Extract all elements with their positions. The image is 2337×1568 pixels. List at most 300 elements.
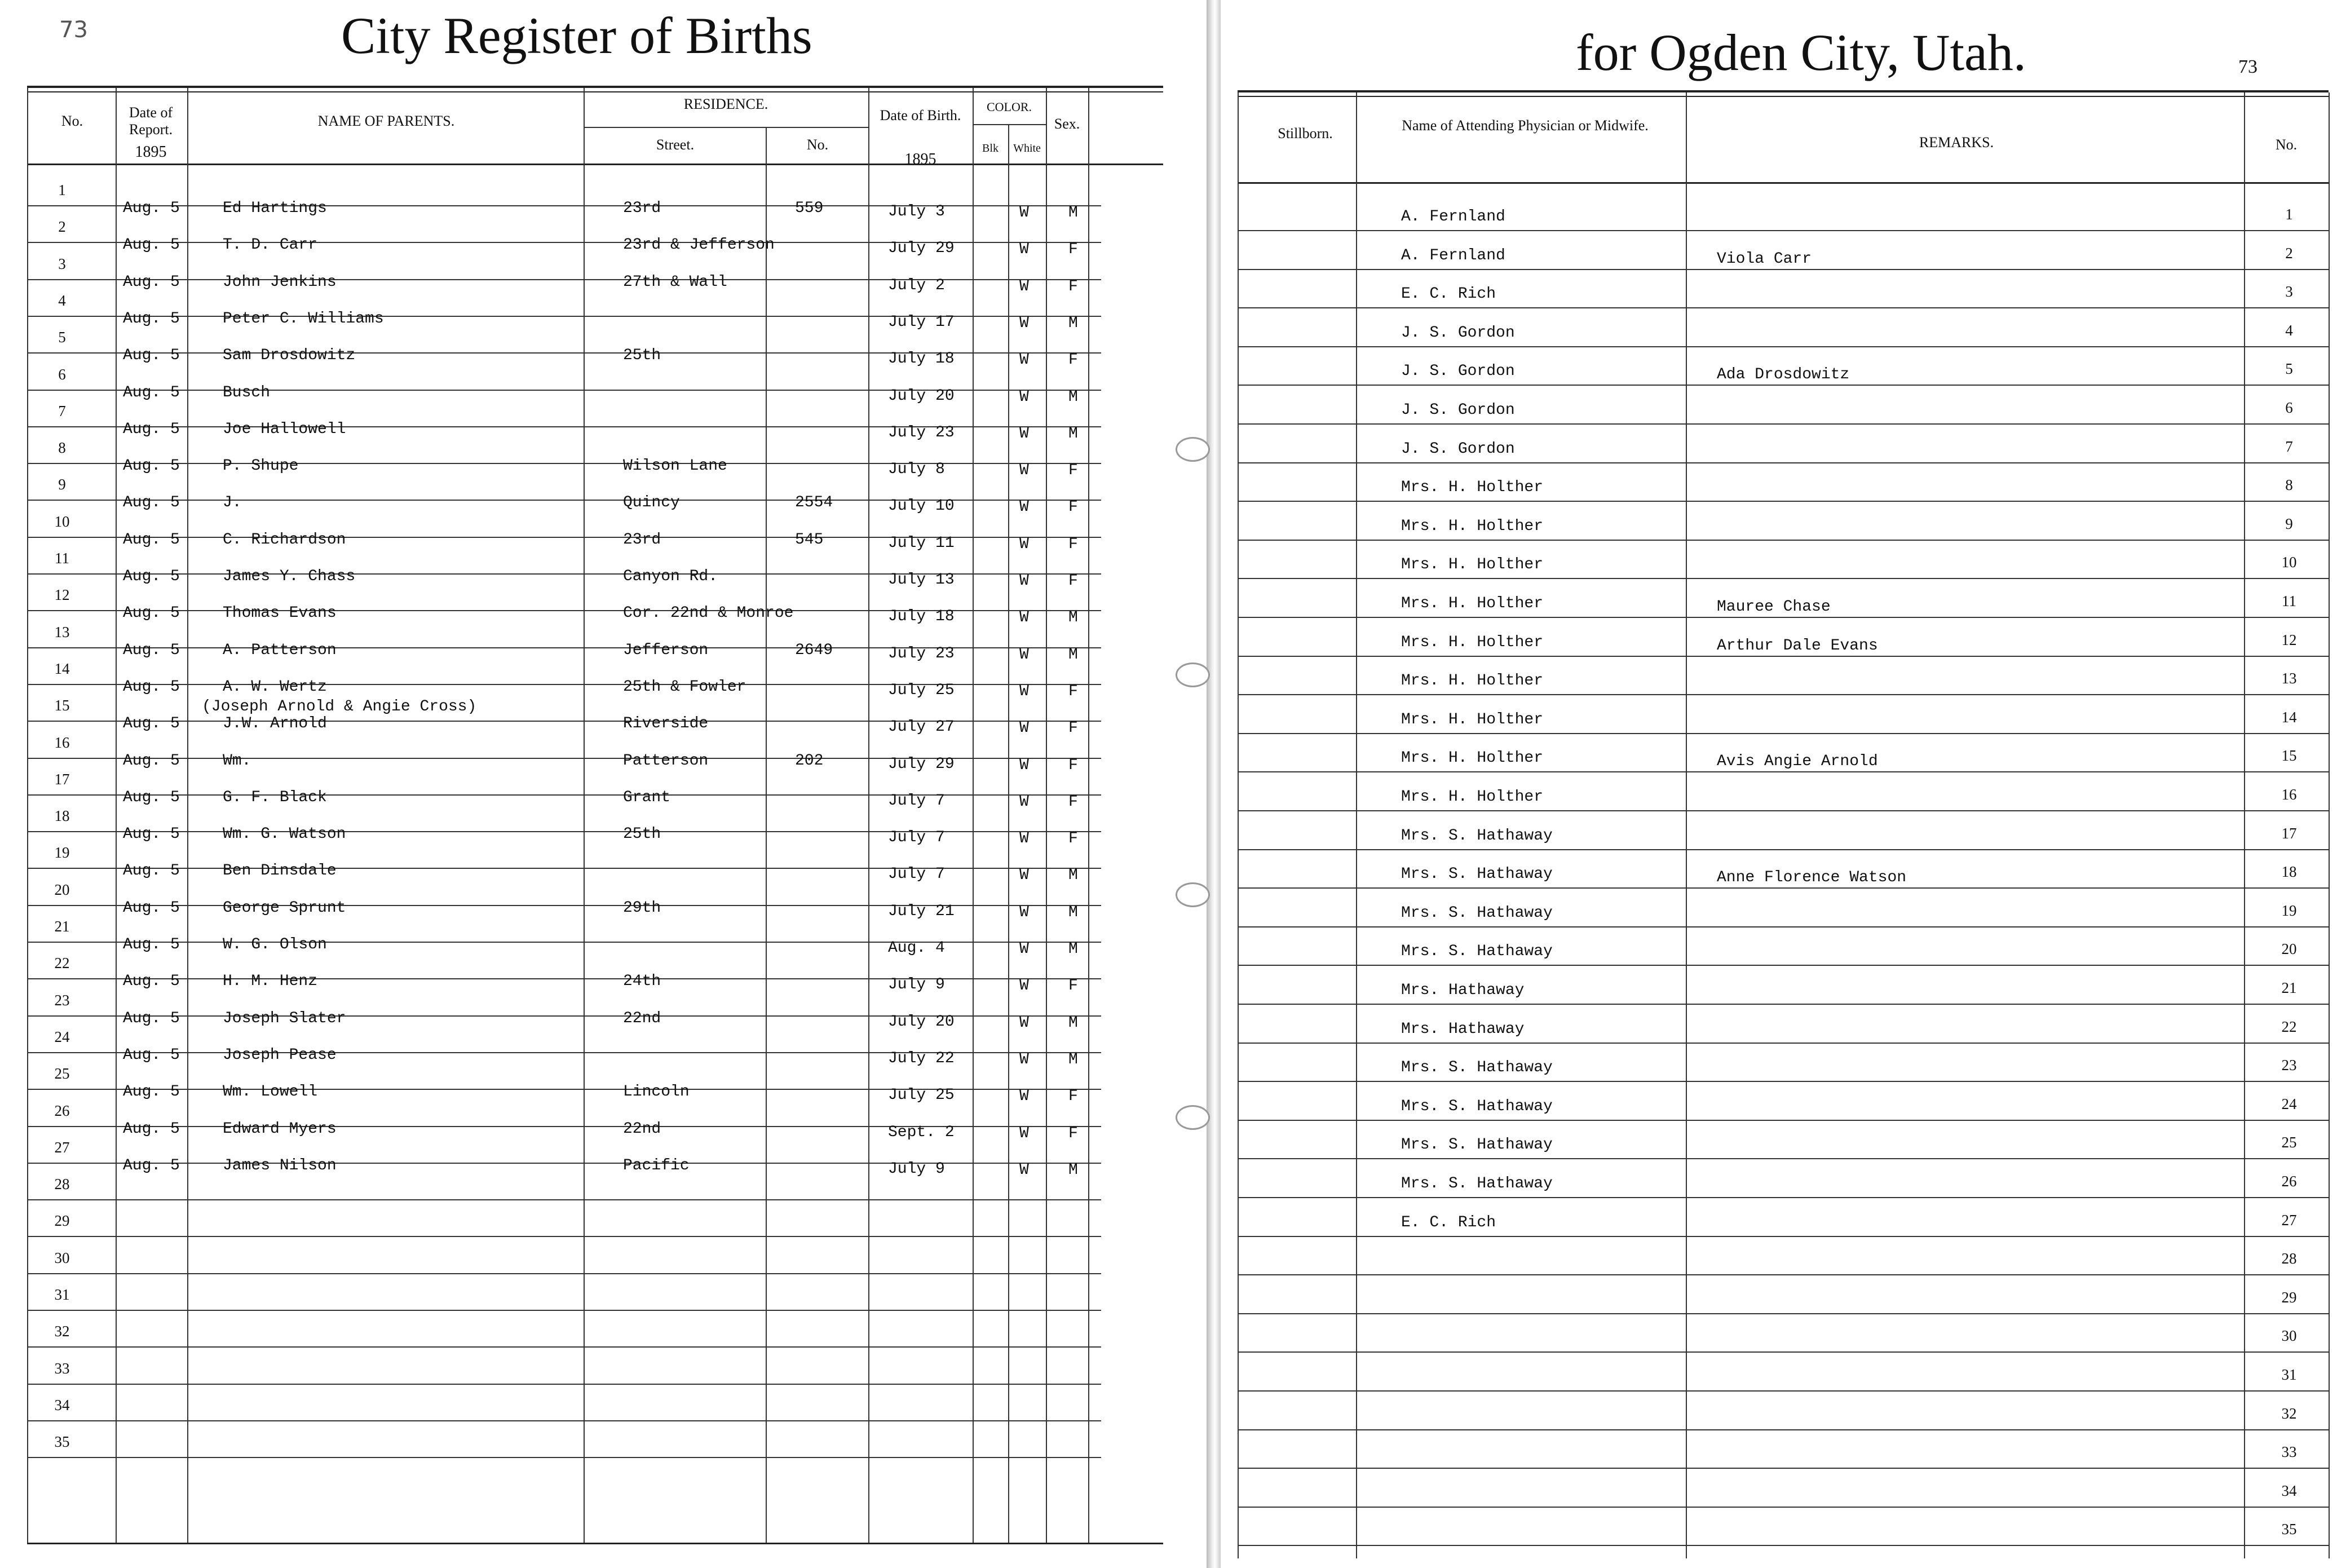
row-number: 8: [2285, 476, 2293, 493]
color-white: W: [1019, 646, 1029, 664]
col-line-no: [116, 88, 117, 1543]
physician-name: Mrs. S. Hathaway: [1401, 1136, 1553, 1154]
row-rule: [1238, 346, 2329, 347]
col-header-remarks: REMARKS.: [1919, 134, 1994, 151]
physician-name: J. S. Gordon: [1401, 401, 1515, 419]
row-number: 1: [2285, 206, 2293, 223]
birth-date: July 29: [888, 756, 955, 773]
row-rule: [1238, 733, 2329, 734]
birth-date: July 21: [888, 903, 955, 920]
row-rule: [27, 1457, 1101, 1458]
parents-name: A. W. Wertz: [223, 678, 327, 696]
row-rule: [27, 1199, 1101, 1200]
report-date: Aug. 5: [123, 568, 180, 585]
row-number: 3: [2285, 283, 2293, 300]
color-white: W: [1019, 904, 1029, 921]
row-rule: [1238, 1158, 2329, 1159]
birth-date: Sept. 2: [888, 1124, 955, 1141]
birth-date: July 18: [888, 608, 955, 625]
remarks: Viola Carr: [1717, 250, 1812, 268]
report-date: Aug. 5: [123, 1157, 180, 1174]
row-number: 11: [2282, 593, 2296, 609]
row-number: 21: [54, 918, 70, 935]
row-number: 18: [2281, 863, 2297, 880]
report-date: Aug. 5: [123, 236, 180, 254]
row-rule: [27, 1273, 1101, 1274]
color-white: W: [1019, 572, 1029, 590]
physician-name: Mrs. S. Hathaway: [1401, 943, 1553, 960]
row-number: 14: [2281, 709, 2297, 726]
row-number: 26: [2281, 1173, 2297, 1190]
row-rule: [1238, 1351, 2329, 1353]
report-date: Aug. 5: [123, 825, 180, 843]
residence-street: 24th: [623, 973, 661, 990]
parents-name: C. Richardson: [223, 531, 346, 549]
report-date: Aug. 5: [123, 457, 180, 475]
color-white: W: [1019, 1051, 1029, 1068]
row-number: 16: [2281, 786, 2297, 803]
col-header-physician: Name of Attending Physician or Midwife.: [1402, 117, 1649, 134]
row-number: 12: [2281, 631, 2297, 648]
birth-date: July 29: [888, 240, 955, 257]
row-number: 17: [2281, 825, 2297, 842]
birth-date: July 25: [888, 1086, 955, 1104]
row-number: 31: [2281, 1366, 2297, 1383]
physician-name: E. C. Rich: [1401, 1214, 1496, 1231]
row-number: 5: [2285, 360, 2293, 377]
birth-date: July 20: [888, 387, 955, 405]
color-white: W: [1019, 757, 1029, 774]
col-header-no: No.: [61, 113, 83, 129]
report-date: Aug. 5: [123, 678, 180, 696]
color-white: W: [1019, 683, 1029, 700]
parents-name: Joseph Slater: [223, 1010, 346, 1027]
row-number: 5: [58, 329, 66, 346]
residence-street: 22nd: [623, 1120, 661, 1138]
residence-street: Canyon Rd.: [623, 568, 718, 585]
footer-rule: [27, 1543, 1163, 1544]
color-white: W: [1019, 204, 1029, 222]
row-number: 28: [54, 1176, 70, 1192]
physician-name: Mrs. H. Holther: [1401, 711, 1544, 728]
binder-hole: [1176, 437, 1210, 462]
color-white: W: [1019, 1161, 1029, 1179]
row-number: 4: [58, 292, 66, 309]
color-white: W: [1019, 1088, 1029, 1105]
row-number: 20: [2281, 940, 2297, 957]
row-rule: [1238, 1236, 2329, 1237]
residence-street: Patterson: [623, 752, 709, 770]
col-line-white: [1046, 88, 1047, 1543]
col-header-stillborn: Stillborn.: [1278, 125, 1333, 142]
row-number: 6: [58, 366, 66, 383]
color-white: W: [1019, 462, 1029, 479]
birth-date: July 17: [888, 313, 955, 331]
sex: F: [1068, 536, 1078, 553]
residence-number: 559: [795, 200, 824, 217]
row-number: 19: [2281, 902, 2297, 919]
parents-name: T. D. Carr: [223, 236, 318, 254]
parents-name: James Y. Chass: [223, 568, 356, 585]
col-line-birth: [973, 88, 974, 1543]
report-date: Aug. 5: [123, 789, 180, 806]
row-number: 1: [58, 182, 66, 198]
remarks: Mauree Chase: [1717, 598, 1831, 616]
birth-date: July 7: [888, 792, 945, 810]
birth-date: July 23: [888, 424, 955, 441]
residence-divider: [584, 127, 868, 128]
physician-name: Mrs. H. Holther: [1401, 479, 1544, 496]
row-number: 7: [58, 403, 66, 419]
row-rule: [1238, 1429, 2329, 1430]
row-rule: [1238, 849, 2329, 850]
col-header-residence: RESIDENCE.: [683, 96, 768, 112]
row-rule: [27, 1346, 1101, 1348]
birth-date: July 10: [888, 497, 955, 515]
residence-street: 23rd: [623, 200, 661, 217]
report-date: Aug. 5: [123, 862, 180, 880]
col-line-physician: [1686, 92, 1687, 1558]
row-number: 25: [2281, 1134, 2297, 1151]
sex: F: [1068, 1125, 1078, 1142]
physician-name: Mrs. S. Hathaway: [1401, 865, 1553, 883]
col-header-white: White: [1013, 142, 1041, 154]
row-rule: [27, 1310, 1101, 1311]
header-top-rule-right-thin: [1238, 96, 2329, 97]
sex: M: [1068, 1051, 1078, 1068]
right-page-number: 73: [2238, 56, 2258, 77]
birth-date: July 8: [888, 461, 945, 478]
col-header-parents: NAME OF PARENTS.: [317, 113, 455, 129]
residence-number: 2554: [795, 494, 833, 511]
birth-date: July 9: [888, 1160, 945, 1178]
header-bottom-rule-right: [1238, 182, 2329, 184]
birth-date: July 9: [888, 976, 945, 993]
row-rule: [1238, 1197, 2329, 1198]
residence-street: Pacific: [623, 1157, 690, 1174]
physician-name: Mrs. S. Hathaway: [1401, 904, 1553, 922]
row-rule: [1238, 694, 2329, 695]
color-white: W: [1019, 719, 1029, 737]
residence-street: 25th: [623, 825, 661, 843]
row-rule: [27, 1384, 1101, 1385]
row-number: 18: [54, 807, 70, 824]
parents-name: G. F. Black: [223, 789, 327, 806]
row-rule: [1238, 578, 2329, 579]
residence-street: Wilson Lane: [623, 457, 727, 475]
sex: F: [1068, 278, 1078, 295]
row-number: 22: [2281, 1018, 2297, 1035]
sex: M: [1068, 609, 1078, 626]
row-number: 13: [54, 624, 70, 641]
row-rule: [1238, 1507, 2329, 1508]
row-rule: [1238, 1081, 2329, 1082]
row-number: 35: [54, 1433, 70, 1450]
row-number: 32: [2281, 1405, 2297, 1422]
row-rule: [1238, 1120, 2329, 1121]
row-rule: [1238, 926, 2329, 927]
parents-name: Sam Drosdowitz: [223, 347, 356, 364]
report-date: Aug. 5: [123, 899, 180, 917]
sex: M: [1068, 425, 1078, 443]
row-number: 10: [54, 513, 70, 530]
parents-name: J.: [223, 494, 242, 511]
row-number: 25: [54, 1065, 70, 1082]
row-rule: [1238, 501, 2329, 502]
header-top-rule-right: [1238, 90, 2329, 92]
row-number: 23: [2281, 1057, 2297, 1074]
physician-name: Mrs. H. Holther: [1401, 556, 1544, 573]
col-header-birth-year: 1895: [904, 151, 936, 168]
sex: M: [1068, 867, 1078, 884]
row-number: 24: [2281, 1096, 2297, 1112]
row-rule: [1238, 462, 2329, 463]
physician-name: E. C. Rich: [1401, 285, 1496, 303]
sex: M: [1068, 1161, 1078, 1179]
sex: M: [1068, 646, 1078, 664]
col-line-report: [187, 88, 188, 1543]
color-white: W: [1019, 536, 1029, 553]
parents-name: Wm.: [223, 752, 251, 770]
report-date: Aug. 5: [123, 1010, 180, 1027]
header-top-rule: [27, 86, 1163, 88]
parents-name: Wm. G. Watson: [223, 825, 346, 843]
row-rule: [1238, 771, 2329, 772]
report-date: Aug. 5: [123, 1046, 180, 1064]
col-line-residence: [868, 88, 869, 1543]
row-number: 28: [2281, 1250, 2297, 1267]
birth-date: July 7: [888, 829, 945, 846]
row-number: 14: [54, 660, 70, 677]
remarks: Avis Angie Arnold: [1717, 753, 1878, 770]
birth-date: July 18: [888, 350, 955, 368]
residence-street: 25th: [623, 347, 661, 364]
row-rule: [1238, 1390, 2329, 1392]
residence-street: Lincoln: [623, 1083, 690, 1101]
birth-date: July 3: [888, 203, 945, 220]
row-rule: [1238, 269, 2329, 270]
sex: F: [1068, 1088, 1078, 1105]
birth-date: July 22: [888, 1050, 955, 1067]
color-divider: [973, 124, 1046, 125]
physician-name: Mrs. S. Hathaway: [1401, 827, 1553, 845]
physician-name: Mrs. H. Holther: [1401, 672, 1544, 690]
col-line-sex: [1088, 88, 1089, 1543]
physician-name: Mrs. S. Hathaway: [1401, 1059, 1553, 1076]
color-white: W: [1019, 977, 1029, 995]
parents-name: A. Patterson: [223, 642, 337, 659]
parents-name: Busch: [223, 384, 271, 401]
row-number: 34: [54, 1397, 70, 1414]
row-rule: [1238, 1545, 2329, 1546]
parents-note: (Joseph Arnold & Angie Cross): [202, 698, 477, 715]
row-number: 23: [54, 992, 70, 1009]
sex: F: [1068, 793, 1078, 811]
report-date: Aug. 5: [123, 1083, 180, 1101]
report-date: Aug. 5: [123, 973, 180, 990]
row-number: 27: [54, 1139, 70, 1156]
book-gutter: [1207, 0, 1221, 1568]
row-rule: [1238, 1004, 2329, 1005]
physician-name: J. S. Gordon: [1401, 324, 1515, 342]
binder-hole: [1176, 662, 1210, 687]
row-number: 2: [58, 218, 66, 235]
row-number: 7: [2285, 438, 2293, 455]
sex: M: [1068, 388, 1078, 406]
report-date: Aug. 5: [123, 421, 180, 438]
right-page-title: for Ogden City, Utah.: [1576, 24, 2026, 81]
residence-number: 202: [795, 752, 824, 770]
physician-name: Mrs. H. Holther: [1401, 749, 1544, 767]
color-white: W: [1019, 940, 1029, 958]
birth-date: July 23: [888, 645, 955, 662]
birth-date: July 11: [888, 535, 955, 552]
physician-name: Mrs. H. Holther: [1401, 634, 1544, 651]
col-line-street: [766, 127, 767, 1543]
row-number: 26: [54, 1102, 70, 1119]
row-number: 10: [2281, 554, 2297, 571]
col-line-right-edge: [1238, 92, 1239, 1558]
col-line-left-edge: [27, 88, 28, 1543]
sex: M: [1068, 315, 1078, 332]
sex: F: [1068, 830, 1078, 847]
physician-name: J. S. Gordon: [1401, 440, 1515, 458]
row-number: 19: [54, 844, 70, 861]
physician-name: Mrs. Hathaway: [1401, 982, 1525, 999]
report-date: Aug. 5: [123, 494, 180, 511]
birth-date: July 20: [888, 1013, 955, 1031]
row-rule: [1238, 1274, 2329, 1275]
header-top-rule-thin: [27, 91, 1163, 92]
residence-street: Riverside: [623, 715, 709, 732]
parents-name: Wm. Lowell: [223, 1083, 318, 1101]
row-rule: [27, 1236, 1101, 1237]
row-number: 15: [2281, 747, 2297, 764]
row-number: 29: [2281, 1289, 2297, 1306]
row-rule: [1238, 656, 2329, 657]
report-date: Aug. 5: [123, 604, 180, 622]
physician-name: Mrs. Hathaway: [1401, 1021, 1525, 1038]
report-date: Aug. 5: [123, 347, 180, 364]
col-line-blk: [1008, 125, 1009, 1543]
row-number: 30: [2281, 1327, 2297, 1344]
row-number: 21: [2281, 979, 2297, 996]
sex: F: [1068, 241, 1078, 258]
col-header-report-year: 1895: [135, 143, 167, 161]
color-white: W: [1019, 830, 1029, 847]
row-rule: [1238, 307, 2329, 308]
remarks: Anne Florence Watson: [1717, 869, 1907, 886]
row-number: 24: [54, 1028, 70, 1045]
birth-date: July 27: [888, 718, 955, 736]
row-number: 17: [54, 771, 70, 788]
row-number: 3: [58, 255, 66, 272]
residence-street: 23rd: [623, 531, 661, 549]
color-white: W: [1019, 351, 1029, 369]
birth-date: July 13: [888, 571, 955, 589]
physician-name: Mrs. S. Hathaway: [1401, 1098, 1553, 1115]
row-number: 32: [54, 1323, 70, 1340]
row-number: 2: [2285, 245, 2293, 262]
row-number: 22: [54, 955, 70, 971]
row-rule: [1238, 423, 2329, 425]
color-white: W: [1019, 498, 1029, 516]
parents-name: Edward Myers: [223, 1120, 337, 1138]
remarks: Ada Drosdowitz: [1717, 366, 1850, 383]
residence-street: Quincy: [623, 494, 680, 511]
report-date: Aug. 5: [123, 936, 180, 953]
color-white: W: [1019, 388, 1029, 406]
physician-name: J. S. Gordon: [1401, 363, 1515, 380]
col-line-remarks: [2244, 92, 2245, 1558]
birth-date: July 2: [888, 277, 945, 294]
parents-name: James Nilson: [223, 1157, 337, 1174]
col-line-parents: [584, 88, 585, 1543]
sex: F: [1068, 757, 1078, 774]
header-bottom-rule: [27, 164, 1163, 165]
row-number: 8: [58, 439, 66, 456]
row-number: 33: [2281, 1443, 2297, 1460]
row-number: 12: [54, 586, 70, 603]
sex: F: [1068, 977, 1078, 995]
report-date: Aug. 5: [123, 310, 180, 328]
row-rule: [1238, 1043, 2329, 1044]
report-date: Aug. 5: [123, 1120, 180, 1138]
report-date: Aug. 5: [123, 200, 180, 217]
col-header-no-right: No.: [2275, 136, 2298, 153]
physician-name: Mrs. H. Holther: [1401, 595, 1544, 612]
left-page-title: City Register of Births: [341, 7, 812, 64]
row-number: 20: [54, 881, 70, 898]
row-number: 34: [2281, 1482, 2297, 1499]
sex: F: [1068, 498, 1078, 516]
row-number: 30: [54, 1249, 70, 1266]
row-number: 13: [2281, 670, 2297, 687]
report-date: Aug. 5: [123, 752, 180, 770]
color-white: W: [1019, 241, 1029, 258]
sex: F: [1068, 719, 1078, 737]
row-number: 27: [2281, 1212, 2297, 1229]
binder-hole: [1176, 882, 1210, 907]
color-white: W: [1019, 278, 1029, 295]
color-white: W: [1019, 425, 1029, 443]
col-header-street: Street.: [656, 136, 695, 153]
residence-street: Grant: [623, 789, 671, 806]
residence-number: 2649: [795, 642, 833, 659]
row-number: 4: [2285, 322, 2293, 339]
color-white: W: [1019, 1125, 1029, 1142]
color-white: W: [1019, 609, 1029, 626]
sex: M: [1068, 1014, 1078, 1032]
birth-date: July 25: [888, 682, 955, 699]
physician-name: Mrs. H. Holther: [1401, 518, 1544, 535]
row-rule: [1238, 887, 2329, 889]
remarks: Arthur Dale Evans: [1717, 637, 1878, 655]
color-white: W: [1019, 867, 1029, 884]
parents-name: H. M. Henz: [223, 973, 318, 990]
report-date: Aug. 5: [123, 642, 180, 659]
row-number: 11: [55, 550, 69, 567]
parents-name: Joseph Pease: [223, 1046, 337, 1064]
report-date: Aug. 5: [123, 273, 180, 291]
row-rule: [1238, 617, 2329, 618]
sex: F: [1068, 351, 1078, 369]
col-header-color: COLOR.: [986, 100, 1032, 114]
parents-name: Ed Hartings: [223, 200, 327, 217]
residence-street: Jefferson: [623, 642, 709, 659]
row-rule: [1238, 1313, 2329, 1314]
physician-name: A. Fernland: [1401, 208, 1505, 226]
